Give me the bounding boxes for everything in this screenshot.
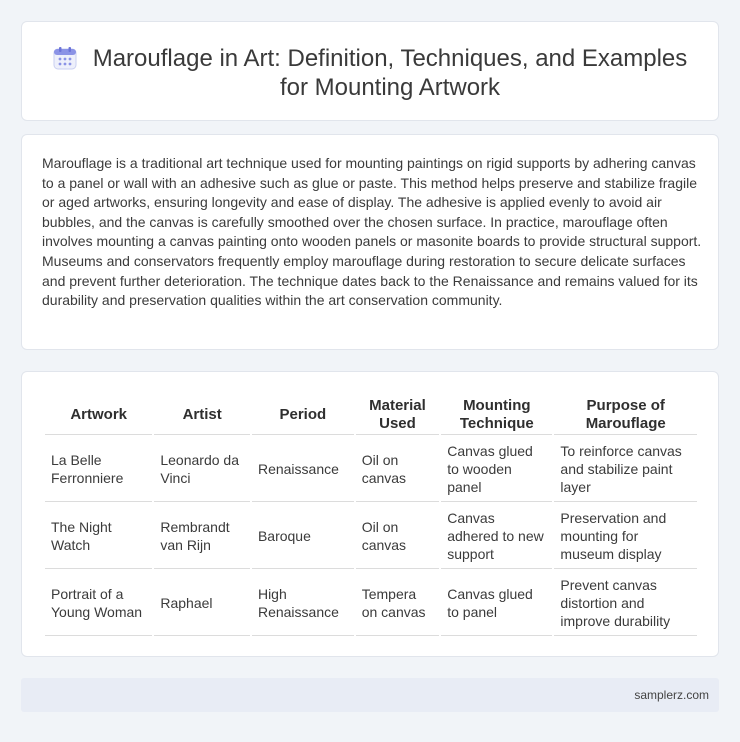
header-material: Material Used xyxy=(356,395,440,435)
cell-mounting-technique: Canvas adhered to new support xyxy=(441,504,552,569)
title-card xyxy=(21,21,719,121)
cell-mounting-technique: Canvas glued to wooden panel xyxy=(441,437,552,502)
cell-artwork: La Belle Ferronniere xyxy=(45,437,152,502)
page-title: Marouflage in Art: Definition, Techniques, and Examples for Mounting Artwork xyxy=(92,45,688,101)
intro-paragraph: Marouflage is a traditional art technique used for mounting paintings on rigid supports by adhering canvas to a panel or wall with an adhesive such as glue or paste. This method helps preserve and stabilize fragile or aged artworks, ensuring longevity and ease of display. The adhesive is applied evenly to avoid air bubbles, and the canvas is carefully smoothed over the chosen surface. In practice, marouflage often involves mounting a canvas painting onto wooden panels or masonite boards to provide structural support. Museums and conservators frequently employ marouflage during restoration to secure delicate surfaces and prevent further deterioration. The technique dates back to the Renaissance and remains valued for its durability and preservation qualities within the art conservation community. xyxy=(42,155,702,309)
intro-card xyxy=(21,134,719,350)
cell-period: Renaissance xyxy=(252,437,354,502)
header-artwork: Artwork xyxy=(45,395,152,435)
cell-artwork: Portrait of a Young Woman xyxy=(45,571,152,636)
cell-purpose: Preservation and mounting for museum display xyxy=(554,504,697,569)
header-period: Period xyxy=(252,395,354,435)
cell-artwork: The Night Watch xyxy=(45,504,152,569)
cell-mounting-technique: Canvas glued to panel xyxy=(441,571,552,636)
table-header-row xyxy=(45,395,697,435)
header-artist: Artist xyxy=(154,395,250,435)
footer-bar xyxy=(21,678,719,712)
header-mounting-technique: Mounting Technique xyxy=(441,395,552,435)
table-row xyxy=(45,437,697,502)
cell-period: Baroque xyxy=(252,504,354,569)
cell-purpose: Prevent canvas distortion and improve durability xyxy=(554,571,697,636)
cell-material: Tempera on canvas xyxy=(356,571,440,636)
cell-purpose: To reinforce canvas and stabilize paint layer xyxy=(554,437,697,502)
cell-period: High Renaissance xyxy=(252,571,354,636)
examples-table xyxy=(43,393,699,638)
table-row xyxy=(45,571,697,636)
table-card xyxy=(21,371,719,657)
table-row xyxy=(45,504,697,569)
cell-material: Oil on canvas xyxy=(356,437,440,502)
header-purpose: Purpose of Marouflage xyxy=(554,395,697,435)
cell-artist: Leonardo da Vinci xyxy=(154,437,250,502)
footer-site-link[interactable]: samplerz.com xyxy=(634,688,709,702)
cell-material: Oil on canvas xyxy=(356,504,440,569)
cell-artist: Raphael xyxy=(154,571,250,636)
cell-artist: Rembrandt van Rijn xyxy=(154,504,250,569)
